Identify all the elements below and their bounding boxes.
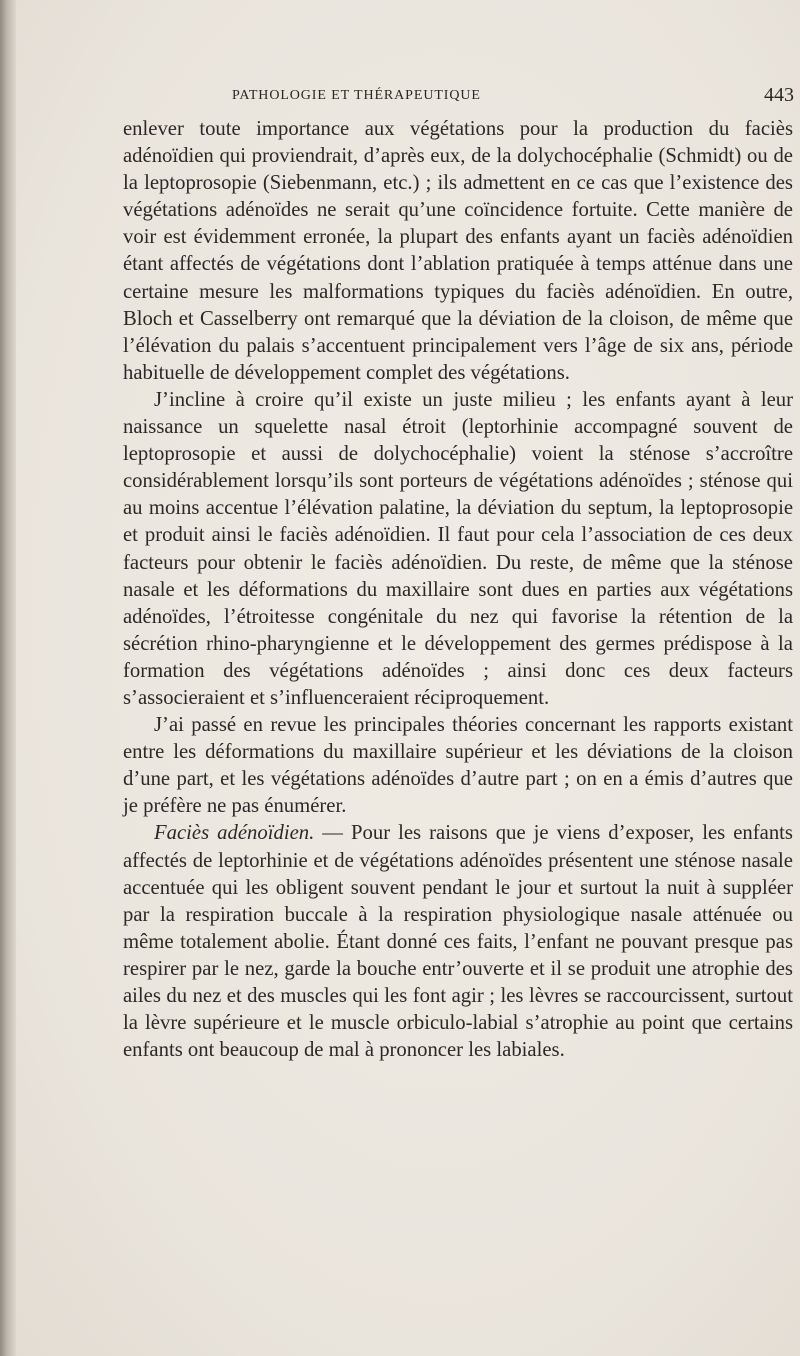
page-spine-shadow (0, 0, 16, 1356)
paragraph (123, 820, 793, 1064)
body-text (123, 116, 793, 1064)
running-title: PATHOLOGIE ET THÉRAPEUTIQUE (232, 88, 481, 103)
page-number: 443 (764, 84, 794, 106)
paragraph: J’ai passé en revue les principales théories concernant les rapports existant entre les déformations du maxillaire supérieur et les déviations de la cloison d’une part, et les végétations adénoïdes d’autre part ; on en a émis d’autres que je préfère ne pas énumérer. (123, 714, 793, 818)
paragraph-continuation: enlever toute importance aux végétations pour la production du faciès adénoïdien qui proviendrait, d’après eux, de la dolychocéphalie (Schmidt) ou de la leptoprosopie (Siebenmann, etc.) ; ils admettent en ce cas que l’existence des végétations adénoïdes ne serait qu’une coïncidence fortuite. Cette manière de voir est évidemment erronée, la plupart des enfants ayant un faciès adénoïdien étant affectés de végétations dont l’ablation pratiquée à temps atténue dans une certaine mesure les malformations typiques du faciès adénoïdien. En outre, Bloch et Casselberry ont remarqué que la déviation de la cloison, de même que l’élévation du palais s’accentuent principalement vers l’âge de six ans, période habituelle de développement complet des végétations. (123, 118, 793, 384)
paragraph-text: — Pour les raisons que je viens d’exposer, les enfants affectés de leptorhinie et de végétations adénoïdes présentent une sténose nasale accentuée qui les obligent souvent pendant le jour et surtout la nuit à suppléer par la respiration buccale à la respiration physiologique nasale atténuée ou même totalement abolie. Étant donné ces faits, l’enfant ne pouvant presque pas respirer par le nez, garde la bouche entr’ouverte et il se produit une atrophie des ailes du nez et des muscles qui les font agir ; les lèvres se raccourcissent, surtout la lèvre supérieure et le muscle orbiculo-labial s’atrophie au point que certains enfants ont beaucoup de mal à prononcer les labiales. (123, 822, 793, 1062)
run-in-heading: Faciès adénoïdien. (154, 822, 315, 845)
running-header (232, 84, 794, 110)
paragraph: J’incline à croire qu’il existe un juste milieu ; les enfants ayant à leur naissance un squelette nasal étroit (leptorhinie accompagné souvent de leptoprosopie et aussi de dolychocéphalie) voient la sténose s’accroître considérablement lorsqu’ils sont porteurs de végétations adénoïdes ; sténose qui au moins accentue l’élévation palatine, la déviation du septum, la leptoprosopie et produit ainsi le faciès adénoïdien. Il faut pour cela l’association de ces deux facteurs pour obtenir le faciès adénoïdien. Du reste, de même que la sténose nasale et les déformations du maxillaire sont dues en parties aux végétations adénoïdes, l’étroitesse congénitale du nez qui favorise la rétention de la sécrétion rhino-pharyngienne et le développement des germes prédispose à la formation des végétations adénoïdes ; ainsi donc ces deux facteurs s’associeraient et s’influenceraient réciproquement. (123, 388, 793, 709)
